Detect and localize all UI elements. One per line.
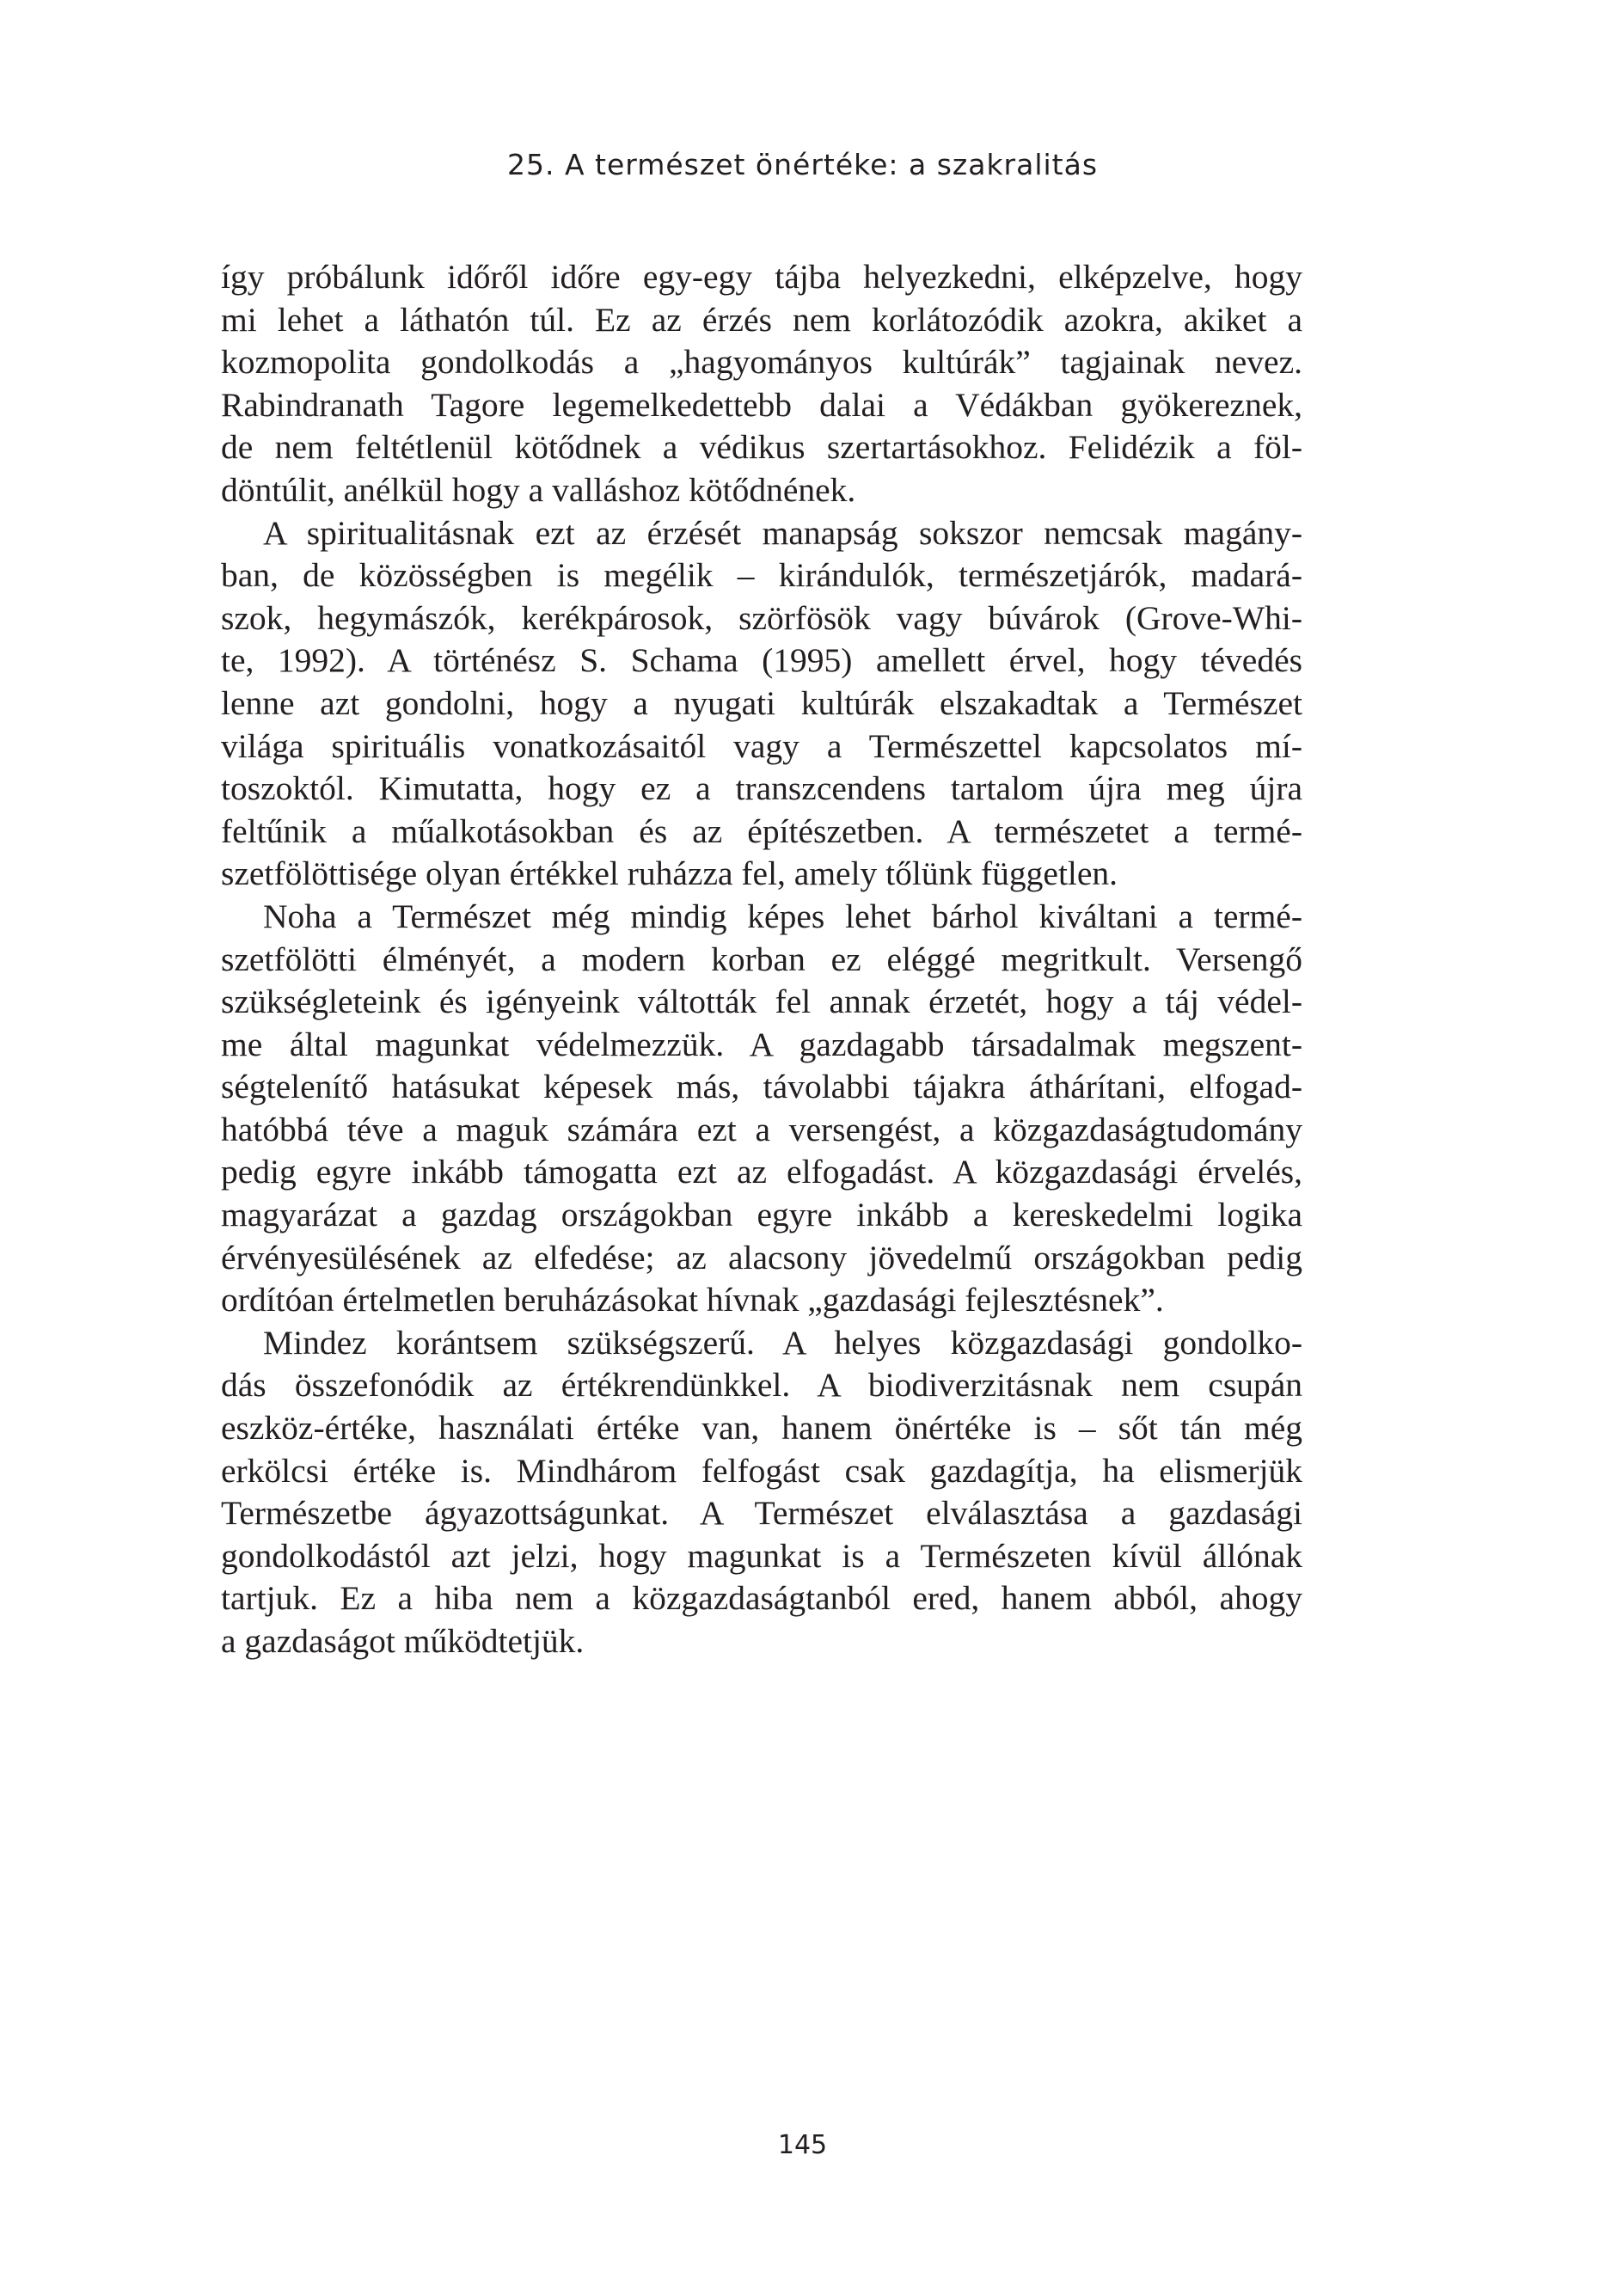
text-line: me által magunkat védelmezzük. A gazdagabb társadalmak megszent- xyxy=(221,1025,1302,1063)
paragraph xyxy=(221,896,1302,1322)
text-line: hatóbbá téve a maguk számára ezt a versengést, a közgazdaságtudomány xyxy=(221,1110,1302,1148)
text-line: toszoktól. Kimutatta, hogy ez a transzcendens tartalom újra meg újra xyxy=(221,769,1302,808)
text-line: érvényesülésének az elfedése; az alacsony jövedelmű országokban pedig xyxy=(221,1238,1302,1277)
text-line: eszköz-értéke, használati értéke van, hanem önértéke is – sőt tán még xyxy=(221,1409,1302,1448)
text-line: de nem feltétlenül kötődnek a védikus szertartásokhoz. Felidézik a föl- xyxy=(221,428,1302,467)
text-line: te, 1992). A történész S. Schama (1995) amellett érvel, hogy tévedés xyxy=(221,641,1302,680)
text-line: lenne azt gondolni, hogy a nyugati kultúrák elszakadtak a Természet xyxy=(221,683,1302,722)
text-line: A spiritualitásnak ezt az érzését manapság sokszor nemcsak magány- xyxy=(263,513,1302,552)
body-text xyxy=(221,256,1302,1663)
text-line: Noha a Természet még mindig képes lehet bárhol kiváltani a termé- xyxy=(263,897,1302,935)
running-head: 25. A természet önértéke: a szakralitás xyxy=(506,148,1099,181)
text-line: szetfölöttisége olyan értékkel ruházza fel, amely tőlünk független. xyxy=(221,854,1118,893)
text-line: ségtelenítő hatásukat képesek más, távolabbi tájakra áthárítani, elfogad- xyxy=(221,1068,1302,1106)
paragraph xyxy=(221,512,1302,896)
text-line: ban, de közösségben is megélik – kirándulók, természetjárók, madará- xyxy=(221,556,1302,595)
text-line: erkölcsi értéke is. Mindhárom felfogást csak gazdagítja, ha elismerjük xyxy=(221,1451,1302,1490)
text-line: magyarázat a gazdag országokban egyre inkább a kereskedelmi logika xyxy=(221,1196,1302,1234)
text-line: pedig egyre inkább támogatta ezt az elfogadást. A közgazdasági érvelés, xyxy=(221,1153,1302,1191)
text-line: feltűnik a műalkotásokban és az építészetben. A természetet a termé- xyxy=(221,811,1302,850)
paragraph xyxy=(221,1322,1302,1663)
paragraph xyxy=(221,256,1302,512)
text-line: gondolkodástól azt jelzi, hogy magunkat is a Természeten kívül állónak xyxy=(221,1536,1302,1575)
text-line: szok, hegymászók, kerékpárosok, szörfösök vagy búvárok (Grove-Whi- xyxy=(221,598,1302,637)
text-line: Rabindranath Tagore legemelkedettebb dalai a Védákban gyökereznek, xyxy=(221,385,1302,424)
text-line: ordítóan értelmetlen beruházásokat hívnak „gazdasági fejlesztésnek”. xyxy=(221,1281,1164,1319)
text-line: szetfölötti élményét, a modern korban ez eléggé megritkult. Versengő xyxy=(221,940,1302,978)
text-line: Természetbe ágyazottságunkat. A Természet elválasztása a gazdasági xyxy=(221,1494,1302,1533)
text-line: világa spirituális vonatkozásaitól vagy a Természettel kapcsolatos mí- xyxy=(221,726,1302,765)
text-line: kozmopolita gondolkodás a „hagyományos kultúrák” tagjainak nevez. xyxy=(221,343,1302,382)
page-number: 145 xyxy=(777,2130,828,2160)
text-line: szükségleteink és igényeink váltották fel annak érzetét, hogy a táj védel- xyxy=(221,983,1302,1021)
text-line: a gazdaságot működtetjük. xyxy=(221,1622,585,1660)
text-line: döntúlit, anélkül hogy a valláshoz kötődnének. xyxy=(221,470,856,509)
text-line: Mindez korántsem szükségszerű. A helyes közgazdasági gondolko- xyxy=(263,1323,1302,1362)
text-line: dás összefonódik az értékrendünkkel. A biodiverzitásnak nem csupán xyxy=(221,1366,1302,1405)
text-line: mi lehet a láthatón túl. Ez az érzés nem korlátozódik azokra, akiket a xyxy=(221,300,1302,339)
text-line: tartjuk. Ez a hiba nem a közgazdaságtanból ered, hanem abból, ahogy xyxy=(221,1579,1302,1618)
text-line: így próbálunk időről időre egy-egy tájba helyezkedni, elképzelve, hogy xyxy=(221,258,1302,296)
